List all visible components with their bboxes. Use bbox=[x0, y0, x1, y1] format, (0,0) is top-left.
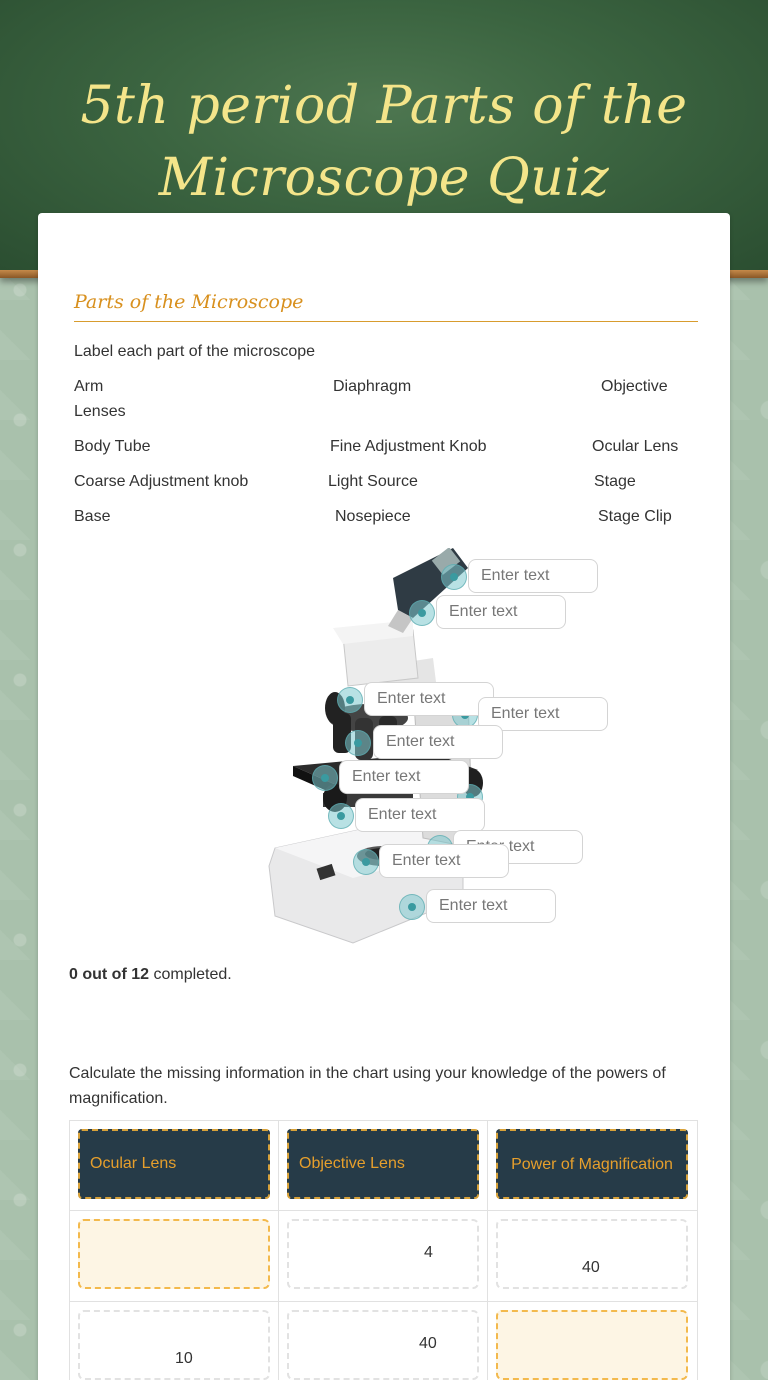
table-header-cell bbox=[70, 1121, 279, 1211]
word-bank-item: Diaphragm bbox=[333, 378, 412, 395]
header-ocular-lens: Ocular Lens bbox=[78, 1129, 270, 1199]
label-instruction: Label each part of the microscope bbox=[74, 343, 316, 360]
label-input[interactable] bbox=[364, 682, 494, 716]
word-bank-item: Stage bbox=[594, 473, 636, 490]
label-input[interactable] bbox=[426, 889, 556, 923]
table-row bbox=[70, 1211, 279, 1302]
table-header-cell bbox=[279, 1121, 488, 1211]
table-header-cell bbox=[488, 1121, 698, 1211]
given-value bbox=[78, 1310, 270, 1380]
header-power-of-magnification: Power of Magnification bbox=[496, 1129, 688, 1199]
word-bank-item: Arm bbox=[74, 378, 104, 395]
hotspot-marker[interactable] bbox=[328, 803, 354, 829]
answer-field[interactable] bbox=[496, 1310, 688, 1380]
word-bank-item: Light Source bbox=[328, 473, 418, 490]
table-row bbox=[70, 1302, 279, 1380]
word-bank-item: Lenses bbox=[74, 403, 126, 420]
worksheet-card bbox=[38, 213, 730, 1380]
hotspot-marker[interactable] bbox=[337, 687, 363, 713]
table-row bbox=[488, 1302, 698, 1380]
label-input[interactable] bbox=[468, 559, 598, 593]
word-bank-item: Fine Adjustment Knob bbox=[330, 438, 487, 455]
answer-field[interactable] bbox=[78, 1219, 270, 1289]
hotspot-marker[interactable] bbox=[409, 600, 435, 626]
cell-value: 40 bbox=[419, 1335, 437, 1352]
page-title: 5th period Parts of the Microscope Quiz bbox=[80, 76, 688, 208]
cell-value: 4 bbox=[424, 1244, 433, 1261]
word-bank-item: Base bbox=[74, 508, 111, 525]
given-value bbox=[496, 1219, 688, 1289]
word-bank-item: Coarse Adjustment knob bbox=[74, 473, 249, 490]
given-value bbox=[287, 1310, 479, 1380]
word-bank-item: Nosepiece bbox=[335, 508, 411, 525]
completion-status bbox=[69, 966, 232, 984]
word-bank-item: Objective bbox=[601, 378, 668, 395]
word-bank-item: Stage Clip bbox=[598, 508, 672, 525]
table-row bbox=[488, 1211, 698, 1302]
cell-value: 10 bbox=[175, 1350, 193, 1367]
label-input[interactable] bbox=[373, 725, 503, 759]
magnification-table bbox=[69, 1120, 698, 1380]
cell-value: 40 bbox=[582, 1259, 600, 1276]
completion-suffix: completed. bbox=[149, 966, 232, 983]
hotspot-marker[interactable] bbox=[345, 730, 371, 756]
hotspot-marker[interactable] bbox=[399, 894, 425, 920]
header-objective-lens: Objective Lens bbox=[287, 1129, 479, 1199]
label-input[interactable] bbox=[379, 844, 509, 878]
given-value bbox=[287, 1219, 479, 1289]
table-row bbox=[279, 1211, 488, 1302]
label-input[interactable] bbox=[436, 595, 566, 629]
hotspot-marker[interactable] bbox=[312, 765, 338, 791]
calculation-instruction: Calculate the missing information in the chart using your knowledge of the powers of magnification. bbox=[69, 1065, 666, 1107]
section-heading: Parts of the Microscope bbox=[74, 291, 698, 322]
label-input[interactable] bbox=[339, 760, 469, 794]
word-bank-item: Ocular Lens bbox=[592, 438, 679, 455]
label-input[interactable] bbox=[355, 798, 485, 832]
hotspot-marker[interactable] bbox=[353, 849, 379, 875]
hotspot-marker[interactable] bbox=[441, 564, 467, 590]
completion-count: 0 out of 12 bbox=[69, 966, 150, 983]
table-row bbox=[279, 1302, 488, 1380]
word-bank-item: Body Tube bbox=[74, 438, 151, 455]
